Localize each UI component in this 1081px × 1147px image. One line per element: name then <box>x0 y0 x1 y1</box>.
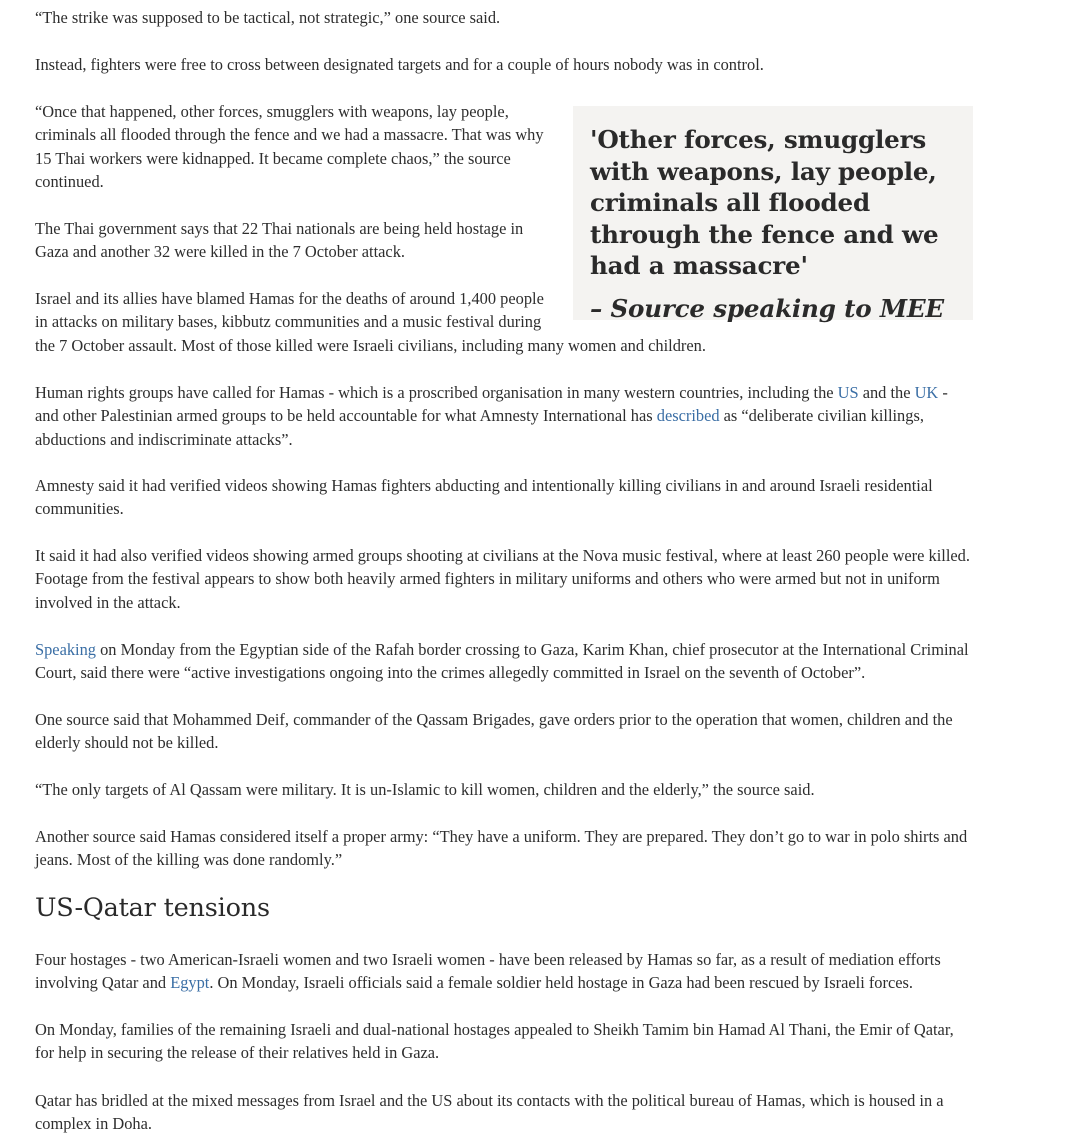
link-described[interactable]: described <box>656 406 720 426</box>
paragraph-text: as “deliberate civilian killings, abductions and indiscriminate attacks”. <box>35 406 924 449</box>
section-heading: US-Qatar tensions <box>35 893 270 923</box>
paragraph-text: . On Monday, Israeli officials said a female soldier held hostage in Gaza had been rescued by Israeli forces. <box>209 973 913 993</box>
paragraph-text: and the <box>858 383 915 402</box>
paragraph: “Once that happened, other forces, smugglers with weapons, lay people, criminals all flooded through the fence and we had a massacre. That was why 15 Thai workers were kidnapped. It became complete chaos,” the source continued. <box>35 102 544 192</box>
paragraph: The Thai government says that 22 Thai nationals are being held hostage in Gaza and another 32 were killed in the 7 October attack. <box>35 219 524 262</box>
link-speaking[interactable]: Speaking <box>35 640 97 659</box>
paragraph-line: the 7 October assault. Most of those killed were Israeli civilians, including many women and children. <box>35 335 706 355</box>
pull-quote-text: 'Other forces, smugglers with weapons, lay people, criminals all flooded through the fence and we had a massacre' <box>590 125 939 280</box>
paragraph-text: - and other Palestinian armed groups to be held accountable for what Amnesty International has <box>35 383 948 426</box>
paragraph: “The only targets of Al Qassam were military. It is un-Islamic to kill women, children and the elderly,” the source said. <box>35 780 815 799</box>
paragraph: “The strike was supposed to be tactical, not strategic,” one source said. <box>35 8 501 27</box>
paragraph: One source said that Mohammed Deif, commander of the Qassam Brigades, gave orders prior to the operation that women, children and the elderly should not be killed. <box>35 710 953 753</box>
paragraph-line: Israel and its allies have blamed Hamas for the deaths of around 1,400 people <box>35 289 544 308</box>
paragraph <box>35 638 975 685</box>
pull-quote-source: – Source speaking to MEE <box>590 293 944 323</box>
paragraph-text: on Monday from the Egyptian side of the Rafah border crossing to Gaza, Karim Khan, chief prosecutor at the International Criminal Court, said there were “active investigations ongoing into the crimes allegedly committed in Israel on the seventh of October”. <box>35 640 969 683</box>
link-egypt[interactable]: Egypt <box>170 973 210 993</box>
link-uk[interactable]: UK <box>914 383 939 402</box>
paragraph <box>35 381 975 451</box>
paragraph <box>35 948 975 995</box>
paragraph: On Monday, families of the remaining Israeli and dual-national hostages appealed to Sheikh Tamim bin Hamad Al Thani, the Emir of Qatar, for help in securing the release of their relatives held in Gaza. <box>35 1020 954 1063</box>
paragraph: It said it had also verified videos showing armed groups shooting at civilians at the Nova music festival, where at least 260 people were killed. Footage from the festival appears to show both heavily armed fighters in military uniforms and others who were armed but not in uniform involved in the attack. <box>35 546 970 612</box>
link-us[interactable]: US <box>837 383 859 402</box>
paragraph-line: in attacks on military bases, kibbutz communities and a music festival during <box>35 312 542 332</box>
paragraph: Qatar has bridled at the mixed messages from Israel and the US about its contacts with the political bureau of Hamas, which is housed in a complex in Doha. <box>35 1091 944 1134</box>
paragraph-text: Human rights groups have called for Hamas - which is a proscribed organisation in many western countries, including the <box>35 383 838 402</box>
paragraph: Another source said Hamas considered itself a proper army: “They have a uniform. They are prepared. They don’t go to war in polo shirts and jeans. Most of the killing was done randomly.” <box>35 827 968 870</box>
pull-quote <box>573 106 973 323</box>
paragraph: Amnesty said it had verified videos showing Hamas fighters abducting and intentionally killing civilians in and around Israeli residential communities. <box>35 476 933 519</box>
paragraph: Instead, fighters were free to cross between designated targets and for a couple of hours nobody was in control. <box>35 55 764 74</box>
paragraph-text: Four hostages - two American-Israeli women and two Israeli women - have been released by Hamas so far, as a result of mediation efforts involving Qatar and <box>35 950 941 993</box>
